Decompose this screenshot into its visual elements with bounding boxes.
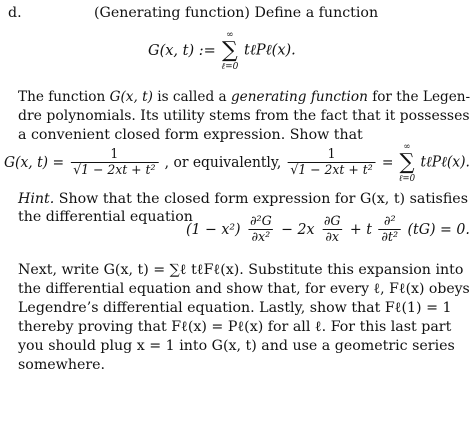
eq1-summand: tℓPℓ(x). [244,42,296,59]
para1-line1-emphasis: generating function [230,89,368,105]
para2-line6: somewhere. [18,357,106,373]
hint-line2: the differential equation [18,209,193,225]
eq1-lhs: G(x, t) := [148,43,216,59]
eq2-numerator: 1 [110,147,119,162]
problem-intro: (Generating function) Define a function [94,5,379,21]
summation-symbol: ∞ ∑ ℓ=0 [398,142,416,184]
eq3-fraction-1 [247,214,275,246]
eq2-lhs: G(x, t) = [4,155,65,171]
sum-lower-limit: ℓ=0 [398,174,416,184]
problem-letter: d. [8,5,22,21]
eq3-term-a: (1 − x²) [186,222,241,238]
eq3-term-c: + t [349,222,372,238]
eq2-numerator-2: 1 [327,147,336,162]
eq3-f3-denominator: ∂t² [378,229,401,246]
eq3-fraction-3 [378,214,401,246]
eq3-term-b: − 2x [281,222,315,238]
para1-line3: a convenient closed form expression. Show that [18,127,363,143]
hint-line1 [18,190,468,208]
summation-symbol: ∞ ∑ ℓ=0 [221,30,239,72]
eq2-denominator: √1 − 2xt + t² [70,162,158,179]
para2-line5: you should plug x = 1 into G(x, t) and use a geometric series [18,338,455,354]
sum-lower-limit: ℓ=0 [221,62,239,72]
para2-line4: thereby proving that Fℓ(x) = Pℓ(x) for all ℓ. For this last part [18,319,452,335]
equation-closed-form [4,142,470,184]
eq2-equals: = [381,155,394,171]
eq3-f2-denominator: ∂x [322,229,342,246]
para1-line1-a: The function [18,89,110,105]
para2-line1: Next, write G(x, t) = ∑ℓ tℓFℓ(x). Substitute this expansion into [18,262,464,278]
equation-differential [186,214,470,246]
eq3-f2-numerator: ∂G [323,214,341,229]
eq3-f1-numerator: ∂²G [249,214,272,229]
eq3-term-d: (tG) = 0. [407,222,470,238]
eq3-fraction-2 [321,214,344,246]
eq2-or-equivalently: , or equivalently, [164,155,282,171]
para1-line1 [18,88,470,106]
para1-line1-expr: G(x, t) [109,89,153,105]
para1-line2: dre polynomials. Its utility stems from the fact that it possesses [18,108,470,124]
sum-upper-limit: ∞ [403,142,411,152]
eq3-f1-denominator: ∂x² [249,229,274,246]
equation-generating-function-definition [148,30,296,72]
eq2-denominator-2: √1 − 2xt + t² [288,162,376,179]
para2-line2: the differential equation and show that, for every ℓ, Fℓ(x) obeys [18,281,470,297]
para1-line1-c: for the Legen- [367,89,471,105]
eq2-fraction-1 [70,147,158,179]
eq3-f3-numerator: ∂² [383,214,396,229]
para1-line1-b: is called a [152,89,231,105]
eq2-fraction-2 [288,147,376,179]
hint-label: Hint. [18,191,55,207]
sum-upper-limit: ∞ [226,30,234,40]
hint-text: Show that the closed form expression for G(x, t) satisfies [54,191,468,207]
para2-line3: Legendre’s differential equation. Lastly, show that Fℓ(1) = 1 [18,300,452,316]
eq2-summand: tℓPℓ(x). [420,154,470,171]
